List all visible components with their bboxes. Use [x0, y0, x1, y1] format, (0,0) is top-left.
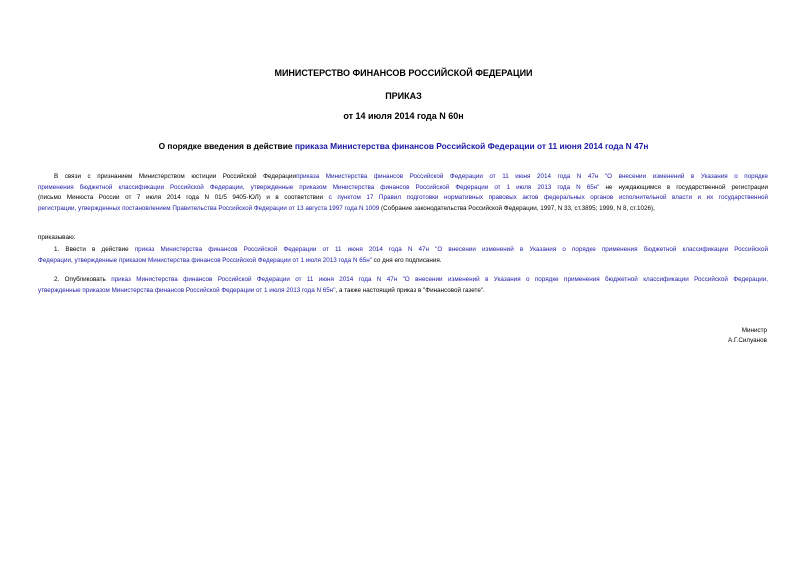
signature-name: А.Г.Силуанов [728, 337, 767, 344]
preamble-text: (Собрание законодательства Российской Федерации, 1997, N 33, ст.3895; 1999, N 8, ст.1026), [379, 204, 655, 212]
item-1-line [38, 256, 768, 267]
title-prefix: О порядке введения в действие [158, 141, 295, 151]
item-2-link[interactable]: приказ Министерства финансов Российской Федерации от 11 июня 2014 года N 47н "О внесении изменений в Указания о порядке применения бюджетной классификации Российской Федерации, [111, 276, 768, 283]
preamble-link[interactable]: с пунктом 17 Правил подготовки нормативных правовых актов федеральных органов исполнительной власти и их государственной [328, 194, 768, 201]
signature-block [728, 326, 767, 346]
ministry-header: МИНИСТЕРСТВО ФИНАНСОВ РОССИЙСКОЙ ФЕДЕРАЦИИ [274, 68, 533, 78]
preamble-text: В связи с признанием Министерством юстиции Российской Федерации [54, 173, 297, 180]
item-1-text: со дня его подписания. [371, 256, 442, 264]
document-type: ПРИКАЗ [385, 91, 422, 101]
item-2-text: , а также настоящий приказ в "Финансовой газете". [335, 286, 485, 294]
item-1-link[interactable]: Федерации, утвержденные приказом Министерства финансов Российской Федерации от 1 июля 2013 года N 65н" [38, 256, 372, 264]
item-2-paragraph [38, 275, 768, 296]
preamble-text: не нуждающимся в государственной регистрации [599, 183, 768, 191]
item-2-text: 2. Опубликовать [54, 276, 112, 283]
item-2-link[interactable]: утвержденные приказом Министерства финансов Российской Федерации от 1 июля 2013 года N 65н" [38, 286, 336, 294]
preamble-line [38, 183, 768, 194]
preamble-line [38, 193, 768, 204]
preamble-link[interactable]: регистрации, утвержденных постановлением Правительства Российской Федерации от 13 августа 1997 года N 1009 [38, 204, 380, 212]
item-1-link[interactable]: приказ Министерства финансов Российской Федерации от 11 июня 2014 года N 47н "О внесении изменений в Указания о порядке применения бюджетной классификации Российской [134, 246, 768, 253]
preamble-line [38, 172, 768, 183]
preamble-line [38, 204, 768, 215]
item-2-line [38, 275, 768, 286]
item-2-line [38, 286, 768, 297]
item-1-line [38, 245, 768, 256]
signature-position: Министр [741, 327, 767, 334]
document-date-number: от 14 июля 2014 года N 60н [343, 111, 464, 121]
document-title [0, 141, 807, 152]
preamble-text: (письмо Минюста России от 7 июля 2014 года N 01/5 9405-ЮЛ) и в соответствии [38, 194, 329, 201]
preamble-link[interactable]: приказа Министерства финансов Российской Федерации от 11 июня 2014 года N 47н "О внесении изменений в Указания о порядке [296, 173, 768, 180]
item-1-text: 1. Ввести в действие [54, 246, 135, 253]
order-word: приказываю: [38, 234, 76, 241]
title-link[interactable]: приказа Министерства финансов Российской Федерации от 11 июня 2014 года N 47н [294, 141, 649, 151]
preamble-paragraph [38, 172, 768, 214]
item-1-paragraph [38, 245, 768, 266]
preamble-link[interactable]: применения бюджетной классификации Российской Федерации, утвержденные приказом Министерства финансов Российской Федерации от 1 июля 2013 года N 65н" [38, 183, 600, 191]
